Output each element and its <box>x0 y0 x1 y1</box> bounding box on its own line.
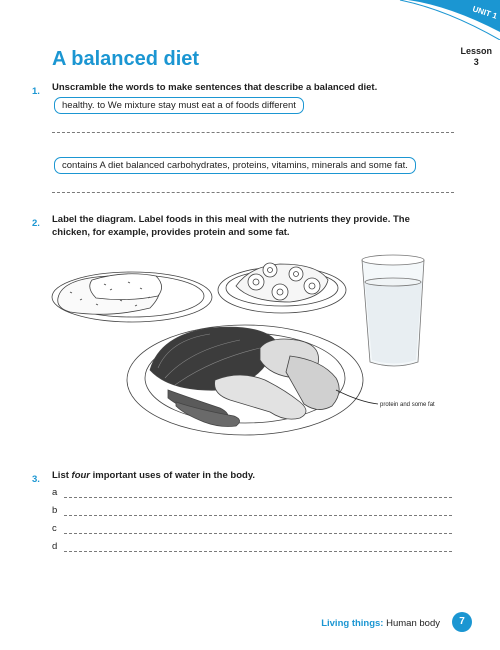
scramble-sentence-2: contains A diet balanced carbohydrates, proteins, vitamins, minerals and some fat. <box>54 157 416 174</box>
question-2-prompt-line-2: chicken, for example, provides protein and some fat. <box>52 227 290 238</box>
water-glass <box>362 255 424 366</box>
question-3-prompt <box>52 469 255 482</box>
page-number: 7 <box>452 612 472 632</box>
annotation-label: protein and some fat <box>380 402 435 408</box>
answer-letter-c: c <box>52 523 57 534</box>
answer-letter-b: b <box>52 505 58 516</box>
unit-label: UNIT 1 <box>471 4 499 21</box>
scramble-sentence-1: healthy. to We mixture stay must eat a of foods different <box>54 97 304 114</box>
question-2 <box>32 213 40 231</box>
lesson-badge <box>460 46 492 68</box>
bread-plate <box>52 272 212 322</box>
answer-line-2[interactable] <box>52 192 454 193</box>
question-1 <box>32 81 40 99</box>
question-3 <box>32 469 40 487</box>
question-3-prompt-emphasis: four <box>71 470 90 481</box>
question-1-prompt: Unscramble the words to make sentences that describe a balanced diet. <box>52 82 378 93</box>
page-title: A balanced diet <box>52 48 200 70</box>
lesson-label: Lesson <box>460 46 492 56</box>
salad-plate <box>218 263 346 313</box>
question-2-prompt-line-1: Label the diagram. Label foods in this meal with the nutrients they provide. The <box>52 214 410 225</box>
question-3-number: 3. <box>32 474 40 485</box>
answer-line-1[interactable] <box>52 132 454 133</box>
meal-illustration <box>0 240 500 450</box>
footer-section: Living things: <box>321 618 384 629</box>
question-1-number: 1. <box>32 86 40 97</box>
answer-letter-a: a <box>52 487 58 498</box>
answer-letter-d: d <box>52 541 58 552</box>
question-2-prompt <box>52 213 410 239</box>
question-2-number: 2. <box>32 218 40 229</box>
question-3-prompt-end: important uses of water in the body. <box>90 470 256 481</box>
unit-corner-tab <box>380 0 500 40</box>
footer-topic: Human body <box>386 618 440 629</box>
dinner-plate <box>127 325 363 435</box>
footer-caption <box>321 618 440 629</box>
lesson-number: 3 <box>473 57 479 67</box>
question-3-prompt-start: List <box>52 470 72 481</box>
